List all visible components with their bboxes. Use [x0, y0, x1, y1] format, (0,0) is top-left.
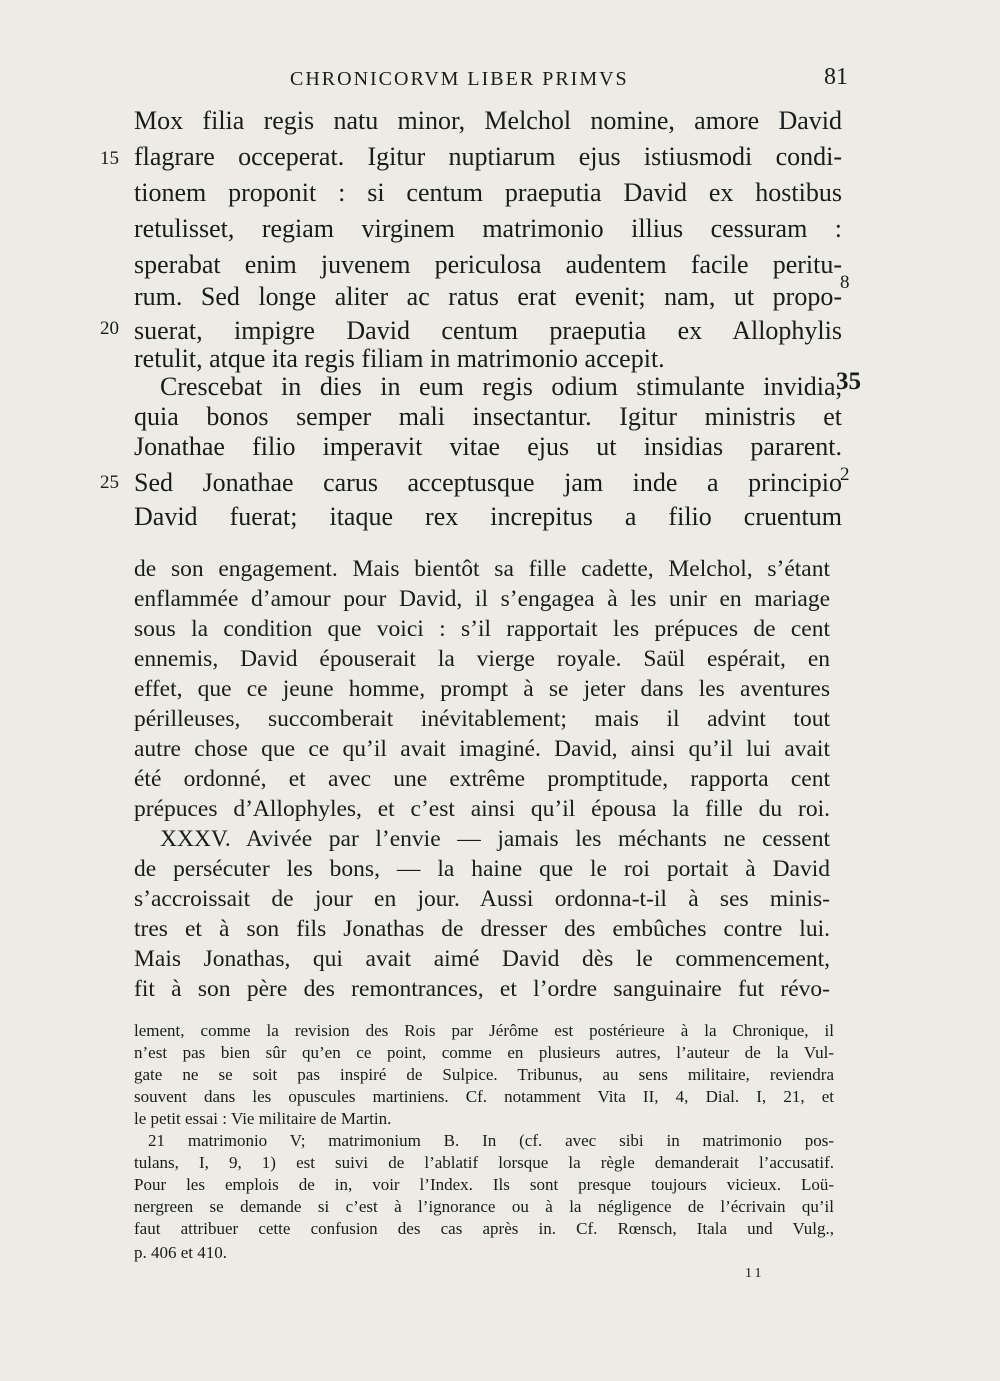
french-line: effet, que ce jeune homme, prompt à se jeter dans les aventures	[134, 676, 830, 702]
footnote-line: p. 406 et 410.	[134, 1243, 228, 1262]
french-line: s’accroissait de jour en jour. Aussi ordonna-t-il à ses minis-	[134, 886, 830, 912]
footnote-line: faut attribuer cette confusion des cas après in. Cf. Rœnsch, Itala und Vulg.,	[134, 1219, 834, 1238]
latin-line: flagrare occeperat. Igitur nuptiarum ejus istiusmodi condi-	[134, 142, 842, 171]
french-line: prépuces d’Allophyles, et c’est ainsi qu’il épousa la fille du roi.	[134, 796, 830, 822]
latin-line: tionem proponit : si centum praeputia David ex hostibus	[134, 178, 842, 207]
french-line: autre chose que ce qu’il avait imaginé. David, ainsi qu’il lui avait	[134, 736, 830, 762]
footnote-line: le petit essai : Vie militaire de Martin.	[134, 1109, 392, 1128]
running-title: CHRONICORVM LIBER PRIMVS	[290, 68, 629, 90]
latin-line: Jonathae filio imperavit vitae ejus ut insidias pararent.	[134, 432, 842, 461]
latin-line: sperabat enim juvenem periculosa audentem facile peritu-	[134, 250, 842, 279]
footnote-line: gate ne se soit pas inspiré de Sulpice. Tribunus, au sens militaire, reviendra	[134, 1065, 834, 1084]
line-number-15: 15	[100, 148, 119, 169]
footnote-line: Pour les emplois de in, voir l’Index. Ils sont presque toujours vicieux. Loü-	[134, 1175, 834, 1194]
latin-line: retulisset, regiam virginem matrimonio illius cessuram :	[134, 214, 842, 243]
printer-signature: 11	[745, 1266, 765, 1281]
line-number-25: 25	[100, 472, 119, 493]
latin-line: Crescebat in dies in eum regis odium stimulante invidia,	[160, 372, 842, 401]
page-number: 81	[824, 64, 848, 90]
french-line: de persécuter les bons, — la haine que le roi portait à David	[134, 856, 830, 882]
latin-line: suerat, impigre David centum praeputia ex Allophylis	[134, 316, 842, 345]
french-line: enflammée d’amour pour David, il s’engagea à les unir en mariage	[134, 586, 830, 612]
french-line: fit à son père des remontrances, et l’ordre sanguinaire fut révo-	[134, 976, 830, 1002]
french-line: XXXV. Avivée par l’envie — jamais les méchants ne cessent	[160, 826, 830, 852]
french-line: été ordonné, et avec une extrême promptitude, rapporta cent	[134, 766, 830, 792]
latin-line: Mox filia regis natu minor, Melchol nomine, amore David	[134, 106, 842, 135]
french-line: de son engagement. Mais bientôt sa fille cadette, Melchol, s’étant	[134, 556, 830, 582]
latin-line: quia bonos semper mali insectantur. Igitur ministris et	[134, 402, 842, 431]
footnote-line: n’est pas bien sûr qu’en ce point, comme en plusieurs autres, l’auteur de la Vul-	[134, 1043, 834, 1062]
latin-line: David fuerat; itaque rex increpitus a filio cruentum	[134, 502, 842, 531]
french-line: Mais Jonathas, qui avait aimé David dès le commencement,	[134, 946, 830, 972]
footnote-line: nergreen se demande si c’est à l’ignorance ou à la négligence de l’écrivain qu’il	[134, 1197, 834, 1216]
footnote-line: 21 matrimonio V; matrimonium B. In (cf. avec sibi in matrimonio pos-	[148, 1131, 834, 1150]
line-number-20: 20	[100, 318, 119, 339]
margin-reference: 2	[840, 464, 850, 485]
footnote-line: tulans, I, 9, 1) est suivi de l’ablatif lorsque la règle demanderait l’accusatif.	[134, 1153, 834, 1172]
french-line: tres et à son fils Jonathas de dresser des embûches contre lui.	[134, 916, 830, 942]
footnote-line: souvent dans les opuscules martiniens. Cf. notamment Vita II, 4, Dial. I, 21, et	[134, 1087, 834, 1106]
french-line: périlleuses, succomberait inévitablement; mais il advint tout	[134, 706, 830, 732]
french-line: sous la condition que voici : s’il rapportait les prépuces de cent	[134, 616, 830, 642]
latin-line: retulit, atque ita regis filiam in matrimonio accepit.	[134, 344, 665, 373]
margin-reference: 35	[836, 368, 861, 395]
latin-line: Sed Jonathae carus acceptusque jam inde a principio	[134, 468, 842, 497]
french-line: ennemis, David épouserait la vierge royale. Saül espérait, en	[134, 646, 830, 672]
latin-line: rum. Sed longe aliter ac ratus erat evenit; nam, ut propo-	[134, 282, 842, 311]
margin-reference: 8	[840, 272, 850, 293]
footnote-line: lement, comme la revision des Rois par Jérôme est postérieure à la Chronique, il	[134, 1021, 834, 1040]
